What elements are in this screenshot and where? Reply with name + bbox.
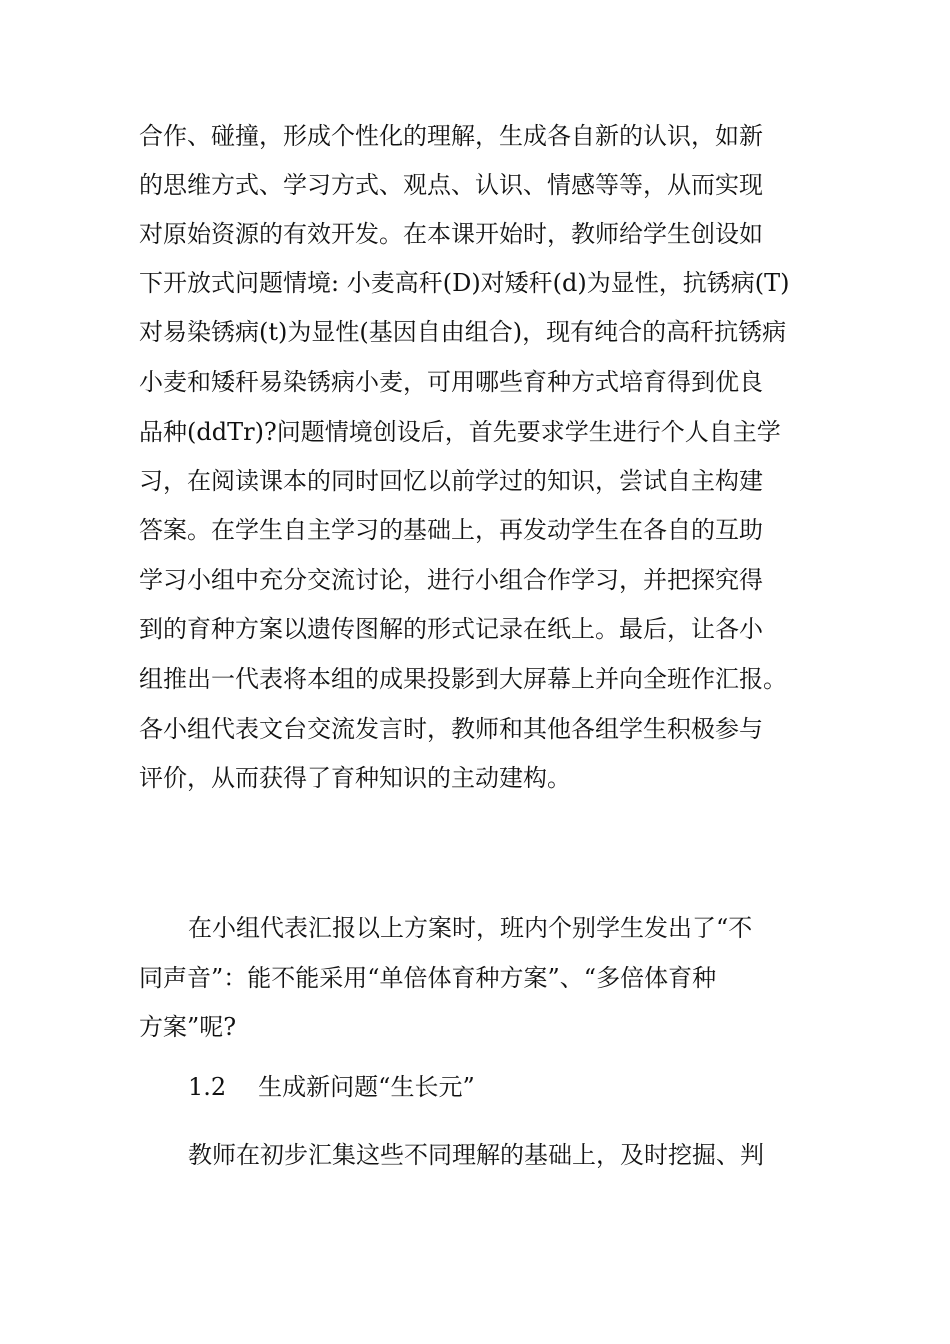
paragraph-line: 组推出一代表将本组的成果投影到大屏幕上并向全班作汇报。 bbox=[139, 665, 787, 693]
paragraph-line: 各小组代表文台交流发言时，教师和其他各组学生积极参与 bbox=[139, 715, 763, 743]
paragraph-line: 合作、碰撞，形成个性化的理解，生成各自新的认识，如新 bbox=[139, 122, 763, 150]
paragraph-line: 学习小组中充分交流讨论，进行小组合作学习，并把探究得 bbox=[139, 566, 763, 594]
paragraph-line: 的思维方式、学习方式、观点、认识、情感等等，从而实现 bbox=[139, 171, 763, 199]
paragraph-line: 习，在阅读课本的同时回忆以前学过的知识，尝试自主构建 bbox=[139, 467, 763, 495]
paragraph-line: 到的育种方案以遗传图解的形式记录在纸上。最后，让各小 bbox=[139, 615, 763, 643]
section-heading bbox=[188, 1063, 475, 1113]
paragraph-line: 对原始资源的有效开发。在本课开始时，教师给学生创设如 bbox=[139, 220, 763, 248]
paragraph-line: 在小组代表汇报以上方案时，班内个别学生发出了“不 bbox=[188, 914, 753, 942]
paragraph-line: 对易染锈病(t)为显性(基因自由组合)，现有纯合的高秆抗锈病 bbox=[139, 318, 787, 346]
section-title: 生成新问题“生长元” bbox=[258, 1073, 475, 1101]
paragraph-line: 教师在初步汇集这些不同理解的基础上，及时挖掘、判 bbox=[188, 1141, 764, 1169]
section-number: 1.2 bbox=[188, 1073, 227, 1101]
paragraph-line: 方案”呢? bbox=[139, 1013, 237, 1041]
paragraph-line: 小麦和矮秆易染锈病小麦，可用哪些育种方式培育得到优良 bbox=[139, 368, 763, 396]
paragraph-line: 品种(ddTr)?问题情境创设后，首先要求学生进行个人自主学 bbox=[139, 418, 781, 446]
paragraph-line: 评价，从而获得了育种知识的主动建构。 bbox=[139, 764, 571, 792]
paragraph-line: 答案。在学生自主学习的基础上，再发动学生在各自的互助 bbox=[139, 516, 763, 544]
paragraph-line: 下开放式问题情境: 小麦高秆(D)对矮秆(d)为显性，抗锈病(T) bbox=[139, 269, 790, 297]
paragraph-line: 同声音”：能不能采用“单倍体育种方案”、“多倍体育种 bbox=[139, 964, 717, 992]
